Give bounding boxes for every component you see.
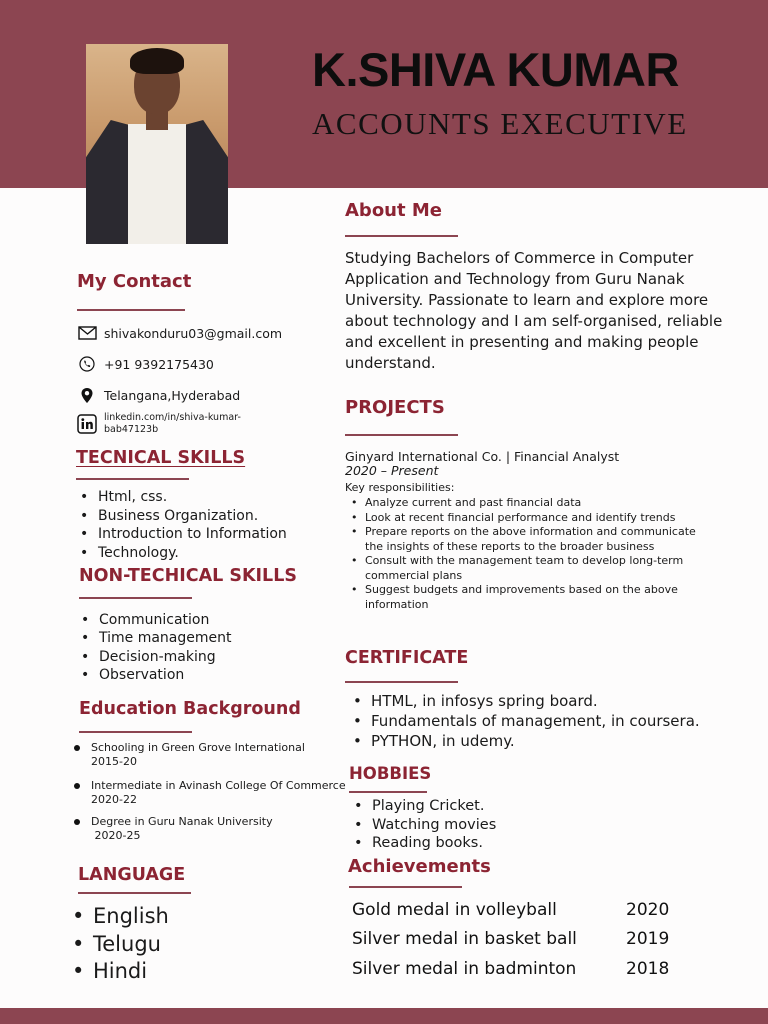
language-divider (78, 892, 191, 894)
achievement-text: Gold medal in volleyball (352, 900, 557, 920)
list-item: • Consult with the management team to develop long-term commercial plans (345, 554, 715, 583)
achievement-text: Silver medal in basket ball (352, 929, 577, 949)
list-item: • Analyze current and past financial data (345, 496, 715, 511)
education-item: Degree in Guru Nanak University 2020-25 (74, 815, 273, 843)
project-title: Ginyard International Co. | Financial Analyst (345, 449, 620, 464)
achievement-text: Silver medal in badminton (352, 959, 577, 979)
about-text: Studying Bachelors of Commerce in Computer Application and Technology from Guru Nanak University. Passionate to learn and explore more about technology and I am self-organised, reliable and excellent in presenting and making people understand. (345, 249, 723, 372)
contact-heading: My Contact (77, 271, 192, 292)
list-item: • HTML, in infosys spring board. (351, 691, 700, 711)
list-item: • Html, css. (78, 488, 287, 507)
technical-skills-divider (76, 478, 189, 480)
achievement-year: 2020 (626, 900, 670, 920)
linkedin-line-1: linkedin.com/in/shiva-kumar- (104, 412, 241, 423)
list-item: • Introduction to Information (78, 525, 287, 544)
list-item: • Telugu (70, 931, 169, 959)
contact-email-text: shivakonduru03@gmail.com (104, 325, 283, 341)
candidate-name: K.SHIVA KUMAR (312, 43, 679, 96)
list-item: • Fundamentals of management, in coursera. (351, 711, 700, 731)
contact-phone[interactable] (77, 356, 214, 372)
achievement-row (352, 959, 682, 979)
technical-skills-heading: TECNICAL SKILLS (76, 448, 246, 468)
footer-band (0, 1008, 768, 1024)
contact-email[interactable] (77, 325, 282, 341)
technical-skills-list (78, 488, 287, 562)
responsibilities-list (345, 496, 715, 612)
list-item: • Hindi (70, 958, 169, 986)
certificate-divider (345, 681, 458, 683)
contact-linkedin[interactable] (77, 412, 241, 436)
hobbies-divider (349, 791, 427, 793)
achievement-year: 2019 (626, 929, 670, 949)
list-item: • Communication (79, 611, 232, 629)
list-item: • Business Organization. (78, 507, 287, 526)
language-list (70, 903, 169, 986)
hobbies-heading: HOBBIES (349, 764, 432, 783)
phone-icon (77, 356, 97, 372)
projects-divider (345, 434, 458, 436)
achievement-row (352, 929, 682, 949)
achievements-heading: Achievements (348, 856, 491, 877)
responsibilities-label: Key responsibilities: (345, 481, 455, 494)
achievement-row (352, 900, 682, 920)
achievements-divider (349, 886, 462, 888)
list-item: • PYTHON, in udemy. (351, 731, 700, 751)
non-technical-skills-divider (79, 597, 192, 599)
contact-phone-text: +91 9392175430 (104, 356, 214, 372)
list-item: • Time management (79, 629, 232, 647)
education-item: Intermediate in Avinash College Of Commerce 2020-22 (74, 779, 346, 807)
linkedin-icon (77, 413, 97, 435)
education-heading: Education Background (79, 699, 301, 719)
contact-location-text: Telangana,Hyderabad (104, 387, 241, 403)
contact-divider (77, 309, 185, 311)
profile-photo (86, 44, 228, 244)
list-item: • Decision-making (79, 648, 232, 666)
projects-heading: PROJECTS (345, 397, 445, 418)
list-item: • Look at recent financial performance and identify trends (345, 511, 715, 526)
list-item: • Suggest budgets and improvements based on the above information (345, 583, 715, 612)
contact-location (77, 387, 240, 403)
project-date: 2020 – Present (345, 463, 439, 478)
list-item: • Prepare reports on the above information and communicate the insights of these reports to the broader business (345, 525, 715, 554)
hobbies-list (352, 797, 496, 853)
mail-icon (77, 325, 97, 341)
language-heading: LANGUAGE (78, 865, 186, 885)
certificate-heading: CERTIFICATE (345, 648, 469, 668)
list-item: • Watching movies (352, 816, 496, 835)
list-item-continuation: • Technology. (78, 544, 287, 563)
linkedin-line-2: bab47123b (104, 424, 159, 435)
about-divider (345, 235, 458, 237)
certificate-list (351, 691, 700, 751)
candidate-role: ACCOUNTS EXECUTIVE (312, 106, 688, 141)
list-item: • Observation (79, 666, 232, 684)
location-pin-icon (77, 387, 97, 403)
non-technical-skills-heading: NON-TECHICAL SKILLS (79, 566, 297, 586)
non-technical-skills-list (79, 611, 232, 684)
achievement-year: 2018 (626, 959, 670, 979)
list-item: • English (70, 903, 169, 931)
education-item: Schooling in Green Grove International 2015-20 (74, 741, 305, 769)
education-divider (79, 731, 192, 733)
list-item: • Playing Cricket. (352, 797, 496, 816)
list-item: • Reading books. (352, 834, 496, 853)
about-heading: About Me (345, 200, 442, 221)
